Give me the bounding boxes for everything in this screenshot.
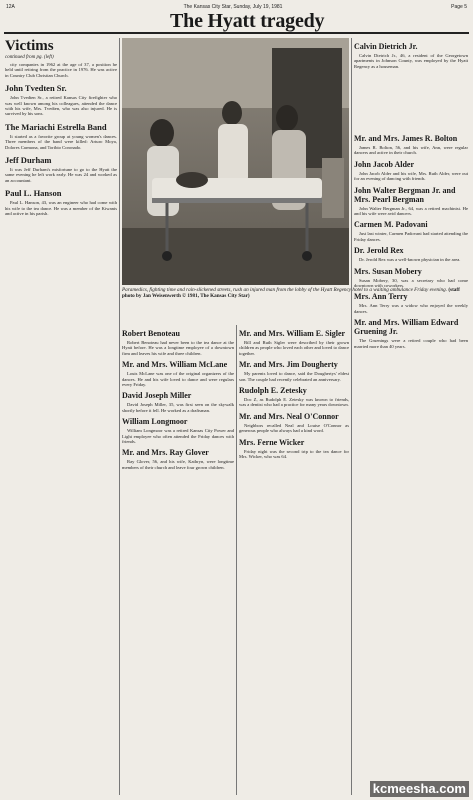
victim-name: John Walter Bergman Jr. and Mrs. Pearl Bergman bbox=[354, 185, 456, 204]
victim-text: James R. Bolton, 56, and his wife, Ann, were regular dancers and active in their church. bbox=[354, 145, 468, 156]
continued-note: continued from pg. (left) bbox=[5, 55, 54, 60]
victim-text: Mrs. Ann Terry was a widow who enjoyed the weekly dances. bbox=[354, 303, 468, 314]
column-3 bbox=[239, 325, 349, 795]
victim-name: John Tvedten Sr. bbox=[5, 83, 67, 94]
page-number-left: 12A bbox=[6, 4, 15, 10]
victim-name: Paul L. Hanson bbox=[5, 188, 62, 199]
column-2 bbox=[122, 325, 234, 795]
victim-name: The Mariachi Estrella Band bbox=[5, 121, 107, 132]
victim-text: Bill and Ruth Sigler were described by their grown children as people who loved each other and loved to dance together. bbox=[239, 340, 349, 356]
victim-name: David Joseph Miller bbox=[122, 391, 192, 401]
victim-name: Rudolph E. Zetesky bbox=[239, 386, 307, 396]
victim-text: My parents loved to dance, said the Doughertys' eldest son. The couple had recently celebrated an anniversary. bbox=[239, 371, 349, 382]
victim-name: Jeff Durham bbox=[5, 155, 52, 166]
victim-text: Friday night was the second trip to the tea dance for Mrs. Wicker, who was 64. bbox=[239, 448, 349, 460]
victim-name: Carmen M. Padovani bbox=[354, 220, 428, 230]
column-rule bbox=[236, 325, 237, 795]
column-4-top bbox=[354, 38, 468, 128]
victim-name: Robert Benoteau bbox=[122, 329, 180, 338]
victim-name: Mr. and Mrs. William E. Sigler bbox=[239, 329, 346, 338]
page-number-right: Page 5 bbox=[451, 4, 467, 10]
victim-text: It was Jeff Durham's misfortune to go to the Hyatt the same evening he left work early. He was 24 and worked as an accountant. bbox=[5, 167, 117, 183]
column-rule bbox=[351, 38, 352, 795]
photo-image bbox=[122, 38, 349, 285]
victim-text: David Joseph Miller, 35, was first seen on the skywalk shortly before it fell. He worked as a draftsman. bbox=[122, 402, 234, 413]
victim-name: Mr. and Mrs. James R. Bolton bbox=[354, 134, 458, 143]
victim-name: Mr. and Mrs. Neal O'Connor bbox=[239, 411, 339, 421]
victim-text: Paul L. Hanson, 43, was an engineer who had come with his wife to the tea dance. He was a member of the Kiwanis and active in his parish. bbox=[5, 200, 117, 217]
victim-text: The Gruenings were a retired couple who had been married more than 40 years. bbox=[354, 338, 468, 349]
victim-name: Mr. and Mrs. William McLane bbox=[122, 360, 228, 370]
victim-name: Mrs. Susan Mobery bbox=[354, 266, 422, 276]
victim-name: Mrs. Ferne Wicker bbox=[239, 437, 305, 447]
victim-text: Doc Z, as Rudolph E. Zetesky was known to friends, was a dentist who had a practice for many years downtown. bbox=[239, 397, 349, 408]
site-watermark: kcmeesha.com bbox=[370, 781, 469, 797]
section-title: Victims bbox=[5, 38, 54, 54]
header-rule bbox=[4, 32, 469, 34]
victim-name: Calvin Dietrich Jr. bbox=[354, 42, 418, 51]
victim-text: William Longmoor was a retired Kansas City Power and Light employee who often attended the Friday dances with friends. bbox=[122, 428, 234, 445]
column-1 bbox=[5, 62, 117, 795]
victim-text: Louis McLane was one of the original organizers of the dances. He and his wife loved to dance and were regulars every Friday. bbox=[122, 371, 234, 388]
victim-text: It started as a favorite group at young women's dances. Three members of the band were killed: Arturo Moya, Dolores Carmona, and Toribio Coronado. bbox=[5, 133, 117, 150]
victim-name: William Longmoor bbox=[122, 417, 188, 427]
victim-text: Susan Mobery, 30, was a secretary who had come downtown with coworkers. bbox=[354, 277, 468, 289]
victim-text: John Tvedten Sr., a retired Kansas City firefighter who was well known among his colleagues, attended the dance with his wife, Mrs. Tvedten, who was also injured. He is survived by his sons. bbox=[5, 95, 117, 117]
victim-text: Dr. Jerold Rex was a well-known physician in the area. bbox=[359, 257, 461, 263]
victim-name: Mr. and Mrs. Ray Glover bbox=[122, 448, 209, 458]
victim-text: John Walter Bergman Jr., 64, was a retired machinist. He and his wife were avid dancers. bbox=[354, 205, 468, 217]
victim-name: Mr. and Mrs. William Edward Gruening Jr. bbox=[354, 318, 459, 337]
caption-credit: (staff photo by Jan Weisenwerth © 1981, The Kansas City Star) bbox=[122, 287, 460, 300]
page-headline: The Hyatt tragedy bbox=[170, 10, 325, 32]
paper-dateline: The Kansas City Star, Sunday, July 19, 1981 bbox=[183, 4, 283, 10]
victim-name: Dr. Jerold Rex bbox=[354, 246, 404, 256]
victim-text: Robert Benoteau had never been to the tea dance at the Hyatt before. He was a longtime employee of a downtown firm and leaves his wife and three children. bbox=[122, 340, 234, 356]
victim-text: Ray Glover, 56, and his wife, Kathryn, were longtime members of their church and leave four grown children. bbox=[122, 459, 234, 470]
victim-text: Just last winter, Carmen Padovani had started attending the Friday dances. bbox=[354, 231, 468, 242]
victim-name: Mr. and Mrs. Jim Dougherty bbox=[239, 360, 338, 370]
column-rule bbox=[119, 38, 120, 795]
victim-text: John Jacob Alder and his wife, Mrs. Ruth Alder, were out for an evening of dancing with friends. bbox=[354, 170, 468, 182]
column-1-lead: city companies in 1962 at the age of 37, a position he held until retiring from the practice in 1976. He was active in Country Club Christian Church. bbox=[5, 62, 117, 78]
victim-text: Neighbors recalled Neal and Louise O'Connor as generous people who always had a kind word. bbox=[239, 422, 349, 434]
victim-name: John Jacob Alder bbox=[354, 159, 415, 169]
news-photo bbox=[122, 38, 349, 285]
victim-name: Mrs. Ann Terry bbox=[354, 292, 408, 302]
victim-text: Calvin Dietrich Jr., 46, a resident of the Georgetown apartments in Johnson County, was employed by the Hyatt Regency as a houseman. bbox=[354, 53, 468, 69]
caption-text: Paramedics, fighting time and rain-slickened streets, rush an injured man from the lobby of the Hyatt Regency hotel to a waiting ambulance Friday evening. bbox=[122, 287, 448, 293]
column-4 bbox=[354, 130, 468, 795]
